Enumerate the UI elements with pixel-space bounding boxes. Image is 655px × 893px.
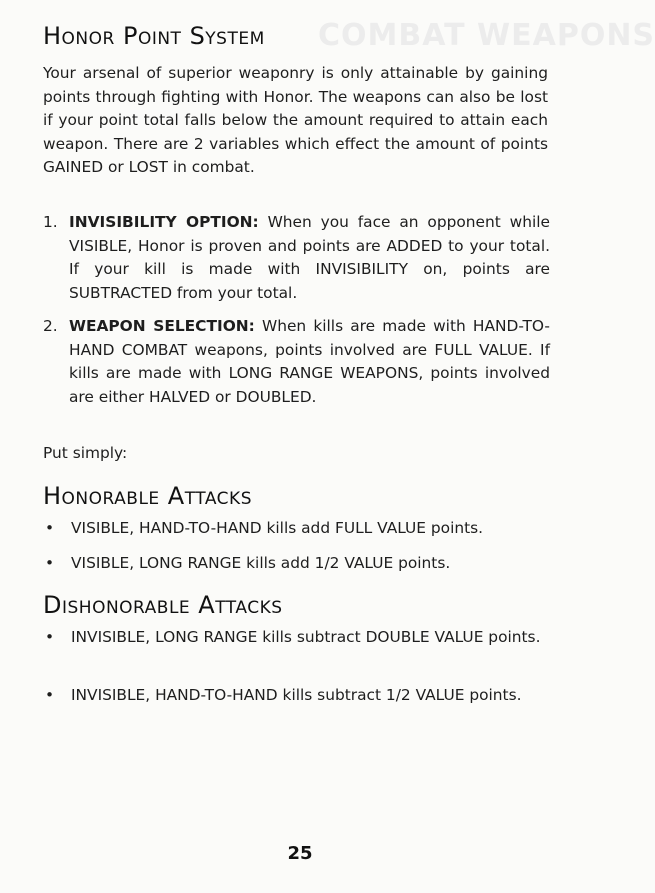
- page-number: 25: [287, 843, 313, 864]
- item-number: 2.: [43, 317, 58, 335]
- numbered-item-weapon-selection: [43, 315, 550, 409]
- bullet-item: [43, 626, 550, 650]
- intro-paragraph: Your arsenal of superior weaponry is only attainable by gaining points through fighting with Honor. The weapons can also be lost if your point total falls below the amount required to attain each weapon. There are 2 variables which effect the amount of points GAINED or LOST in combat.: [43, 64, 548, 176]
- section-heading-honorable-attacks: Honorable Attacks: [43, 482, 252, 510]
- item-text: When kills are made with HAND-TO-HAND COMBAT weapons, points involved are FULL VALUE. If kills are made with LONG RANGE WEAPONS, points involved are either HALVED or DOUBLED.: [69, 317, 550, 406]
- bullet-item: [43, 684, 550, 708]
- bullet-icon: •: [45, 554, 55, 572]
- bullet-item: [43, 552, 550, 576]
- item-text: When you face an opponent while VISIBLE, Honor is proven and points are ADDED to your total. If your kill is made with INVISIBILITY on, points are SUBTRACTED from your total.: [69, 213, 550, 302]
- item-label: INVISIBILITY OPTION:: [69, 213, 259, 231]
- section-heading-honor-point-system: Honor Point System: [43, 22, 265, 50]
- numbered-item-invisibility: [43, 211, 550, 305]
- bullet-item: [43, 517, 550, 541]
- bullet-icon: •: [45, 519, 55, 537]
- section-heading-dishonorable-attacks: Dishonorable Attacks: [43, 591, 283, 619]
- item-label: WEAPON SELECTION:: [69, 317, 255, 335]
- bullet-text: INVISIBLE, HAND-TO-HAND kills subtract 1/2 VALUE points.: [71, 686, 522, 704]
- bullet-text: VISIBLE, HAND-TO-HAND kills add FULL VALUE points.: [71, 519, 484, 537]
- bullet-text: INVISIBLE, LONG RANGE kills subtract DOUBLE VALUE points.: [71, 628, 541, 646]
- bleed-through-text: COMBAT WEAPONS: [318, 18, 655, 53]
- bullet-icon: •: [45, 628, 55, 646]
- put-simply-text: Put simply:: [43, 444, 128, 462]
- bullet-text: VISIBLE, LONG RANGE kills add 1/2 VALUE points.: [71, 554, 451, 572]
- bullet-icon: •: [45, 686, 55, 704]
- item-number: 1.: [43, 213, 58, 231]
